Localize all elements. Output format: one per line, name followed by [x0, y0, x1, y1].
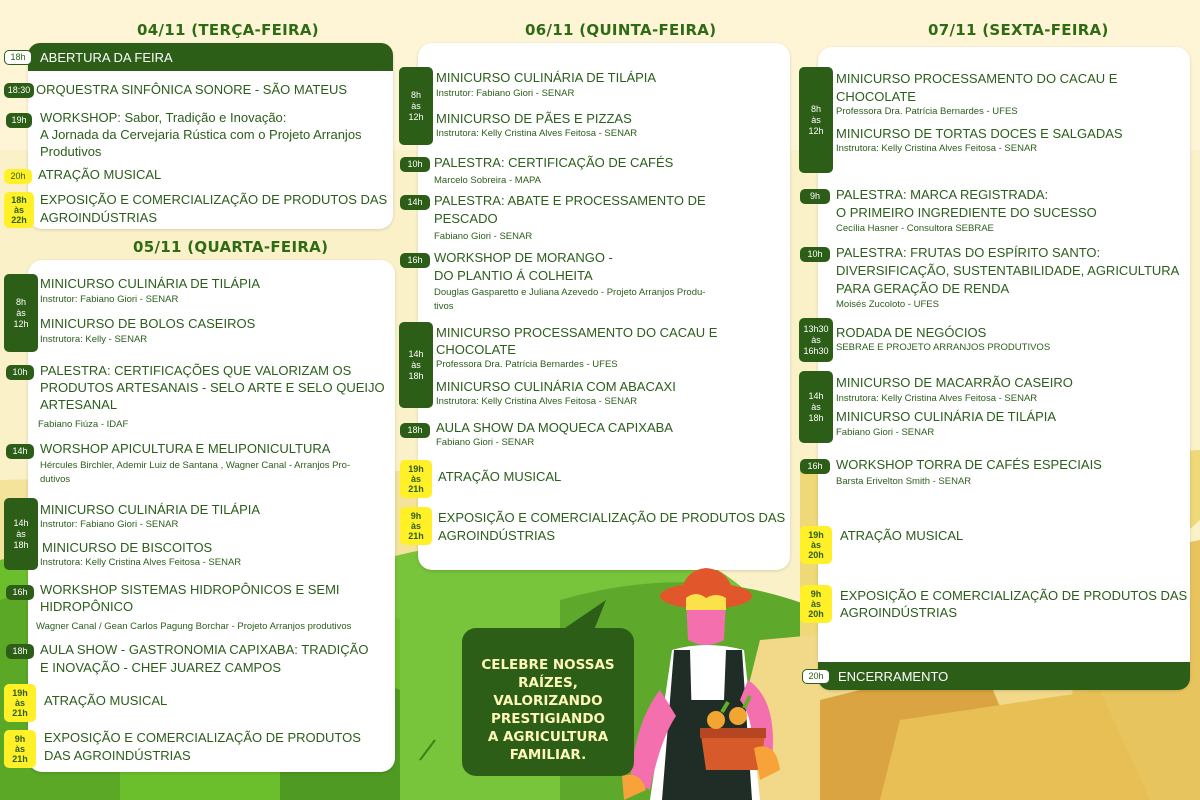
slogan-text: CELEBRE NOSSAS RAÍZES, VALORIZANDO PRESTIGIANDO A AGRICULTURA FAMILIAR. [481, 657, 615, 763]
event-speaker: Moisés Zucoloto - UFES [836, 299, 939, 310]
event-title: MINICURSO DE BOLOS CASEIROS [40, 316, 256, 331]
time-badge: 18h [6, 644, 34, 659]
event-title: CHOCOLATE [436, 342, 516, 357]
closing-title: ENCERRAMENTO [838, 668, 949, 684]
event-speaker: Cecília Hasner - Consultora SEBRAE [836, 223, 994, 234]
closing-bar [818, 662, 1190, 690]
time-badge: 14h às 18h [799, 371, 833, 443]
day-heading-05-11: 05/11 (QUARTA-FEIRA) [133, 238, 329, 256]
event-title: PALESTRA: FRUTAS DO ESPÍRITO SANTO: [836, 245, 1101, 260]
time-badge: 10h [400, 157, 430, 172]
event-speaker: Instrutor: Fabiano Giori - SENAR [40, 294, 179, 305]
event-title: MINICURSO DE PÃES E PIZZAS [436, 111, 632, 126]
time-badge: 9h às 20h [800, 585, 832, 623]
event-speaker: Professora Dra. Patrícia Bernardes - UFES [836, 106, 1018, 117]
event-title: MINICURSO PROCESSAMENTO DO CACAU E [436, 325, 718, 340]
event-speaker: Instrutor: Fabiano Giori - SENAR [40, 519, 179, 530]
event-title: ATRAÇÃO MUSICAL [38, 167, 162, 182]
event-title: MINICURSO CULINÁRIA DE TILÁPIA [40, 276, 261, 291]
day-heading-04-11: 04/11 (TERÇA-FEIRA) [137, 21, 319, 39]
event-speaker: Instrutora: Kelly Cristina Alves Feitosa - SENAR [436, 396, 638, 407]
event-title: ATRAÇÃO MUSICAL [44, 693, 168, 708]
time-badge: 18h [400, 423, 430, 438]
event-title: MINICURSO DE BISCOITOS [42, 540, 213, 555]
time-badge: 19h às 20h [800, 526, 832, 564]
event-speaker: Fabiano Fiúza - IDAF [38, 419, 129, 430]
event-title: DAS AGROINDÚSTRIAS [44, 748, 191, 763]
event-speaker: Instrutora: Kelly Cristina Alves Feitosa - SENAR [836, 143, 1038, 154]
event-title: PRODUTOS ARTESANAIS - SELO ARTE E SELO QUEIJO [40, 380, 385, 395]
event-title: MINICURSO DE MACARRÃO CASEIRO [836, 375, 1073, 390]
event-title: HIDROPÔNICO [40, 599, 134, 614]
event-title: AULA SHOW DA MOQUECA CAPIXABA [436, 420, 673, 435]
event-speaker: Barsta Erivelton Smith - SENAR [836, 476, 972, 487]
time-badge: 14h [6, 444, 34, 459]
event-title: WORSHOP APICULTURA E MELIPONICULTURA [40, 441, 331, 456]
event-title: AULA SHOW - GASTRONOMIA CAPIXABA: TRADIÇÃO [40, 642, 369, 657]
time-badge: 16h [400, 253, 430, 268]
time-badge: 16h [6, 585, 34, 600]
event-title: ORQUESTRA SINFÔNICA SONORE - SÃO MATEUS [36, 82, 348, 97]
time-badge: 19h às 21h [4, 684, 36, 722]
time-badge: 13h30 às 16h30 [799, 318, 833, 362]
opening-title: ABERTURA DA FEIRA [40, 49, 173, 65]
event-title: MINICURSO CULINÁRIA DE TILÁPIA [836, 409, 1057, 424]
time-badge: 14h às 18h [4, 498, 38, 570]
event-title: PALESTRA: CERTIFICAÇÃO DE CAFÉS [434, 155, 674, 170]
event-title: PESCADO [434, 211, 498, 226]
event-speaker: tivos [434, 301, 454, 312]
event-speaker: Instrutora: Kelly Cristina Alves Feitosa - SENAR [836, 393, 1038, 404]
event-title: PALESTRA: CERTIFICAÇÕES QUE VALORIZAM OS [40, 363, 352, 378]
time-badge: 16h [800, 459, 830, 474]
time-badge: 8h às 12h [399, 67, 433, 145]
slogan-bubble-tail [560, 598, 610, 632]
event-title: EXPOSIÇÃO E COMERCIALIZAÇÃO DE PRODUTOS DAS [40, 192, 388, 207]
time-badge: 8h às 12h [799, 67, 833, 173]
time-badge: 14h [400, 195, 430, 210]
event-title: MINICURSO CULINÁRIA DE TILÁPIA [40, 502, 261, 517]
time-badge: 9h [800, 189, 830, 204]
event-speaker: Instrutora: Kelly - SENAR [40, 334, 148, 345]
event-title: MINICURSO CULINÁRIA COM ABACAXI [436, 379, 676, 394]
time-badge: 8h às 12h [4, 274, 38, 352]
event-speaker: Marcelo Sobreira - MAPA [434, 175, 541, 186]
event-speaker: Fabiano Giori - SENAR [436, 437, 535, 448]
event-title: EXPOSIÇÃO E COMERCIALIZAÇÃO DE PRODUTOS [44, 730, 361, 745]
event-speaker: Fabiano Giori - SENAR [434, 231, 533, 242]
event-speaker: SEBRAE E PROJETO ARRANJOS PRODUTIVOS [836, 342, 1051, 353]
event-title: Produtivos [40, 144, 102, 159]
event-title: E INOVAÇÃO - CHEF JUAREZ CAMPOS [40, 660, 282, 675]
event-title: WORKSHOP DE MORANGO - [434, 250, 613, 265]
event-speaker: Douglas Gasparetto e Juliana Azevedo - Projeto Arranjos Produ- [434, 287, 706, 298]
event-title: ATRAÇÃO MUSICAL [840, 528, 964, 543]
event-title: PALESTRA: MARCA REGISTRADA: [836, 187, 1049, 202]
time-badge: 20h [802, 669, 830, 684]
event-speaker: dutivos [40, 474, 71, 485]
event-title: AGROINDÚSTRIAS [438, 528, 556, 543]
time-badge: 18h [4, 50, 32, 65]
event-title: PALESTRA: ABATE E PROCESSAMENTO DE [434, 193, 706, 208]
event-speaker: Instrutora: Kelly Cristina Alves Feitosa - SENAR [40, 557, 242, 568]
event-title: DO PLANTIO Á COLHEITA [434, 268, 593, 283]
event-title: WORKSHOP: Sabor, Tradição e Inovação: [40, 110, 287, 125]
day-heading-07-11: 07/11 (SEXTA-FEIRA) [928, 21, 1109, 39]
event-speaker: Hércules Birchler, Ademir Luiz de Santana , Wagner Canal - Arranjos Pro- [40, 460, 351, 471]
event-speaker: Wagner Canal / Gean Carlos Pagung Borchar - Projeto Arranjos produtivos [36, 621, 352, 632]
event-speaker: Instrutor: Fabiano Giori - SENAR [436, 88, 575, 99]
event-title: DIVERSIFICAÇÃO, SUSTENTABILIDADE, AGRICULTURA [836, 263, 1180, 278]
event-speaker: Professora Dra. Patrícia Bernardes - UFES [436, 359, 618, 370]
event-title: WORKSHOP SISTEMAS HIDROPÔNICOS E SEMI [40, 582, 340, 597]
event-title: EXPOSIÇÃO E COMERCIALIZAÇÃO DE PRODUTOS DAS [840, 588, 1188, 603]
time-badge: 18:30 [4, 83, 34, 98]
event-title: MINICURSO CULINÁRIA DE TILÁPIA [436, 70, 657, 85]
time-badge: 19h às 21h [400, 460, 432, 498]
event-title: PARA GERAÇÃO DE RENDA [836, 281, 1010, 296]
event-title: O PRIMEIRO INGREDIENTE DO SUCESSO [836, 205, 1097, 220]
event-title: CHOCOLATE [836, 89, 916, 104]
time-badge: 20h [4, 169, 32, 184]
time-badge: 9h às 21h [4, 730, 36, 768]
time-badge: 18h às 22h [4, 192, 34, 228]
event-title: AGROINDÚSTRIAS [840, 605, 958, 620]
time-badge: 10h [800, 247, 830, 262]
time-badge: 19h [6, 113, 32, 128]
event-title: ARTESANAL [40, 397, 118, 412]
time-badge: 9h às 21h [400, 507, 432, 545]
event-title: A Jornada da Cervejaria Rústica com o Projeto Arranjos [40, 127, 362, 142]
event-title: RODADA DE NEGÓCIOS [836, 325, 987, 340]
opening-bar [28, 43, 393, 71]
event-title: MINICURSO PROCESSAMENTO DO CACAU E [836, 71, 1118, 86]
event-title: EXPOSIÇÃO E COMERCIALIZAÇÃO DE PRODUTOS DAS [438, 510, 786, 525]
event-title: ATRAÇÃO MUSICAL [438, 469, 562, 484]
event-title: WORKSHOP TORRA DE CAFÉS ESPECIAIS [836, 457, 1102, 472]
time-badge: 10h [6, 365, 34, 380]
day-heading-06-11: 06/11 (QUINTA-FEIRA) [525, 21, 717, 39]
event-title: MINICURSO DE TORTAS DOCES E SALGADAS [836, 126, 1123, 141]
time-badge: 14h às 18h [399, 322, 433, 408]
event-title: AGROINDÚSTRIAS [40, 210, 158, 225]
event-speaker: Fabiano Giori - SENAR [836, 427, 935, 438]
event-speaker: Instrutora: Kelly Cristina Alves Feitosa - SENAR [436, 128, 638, 139]
